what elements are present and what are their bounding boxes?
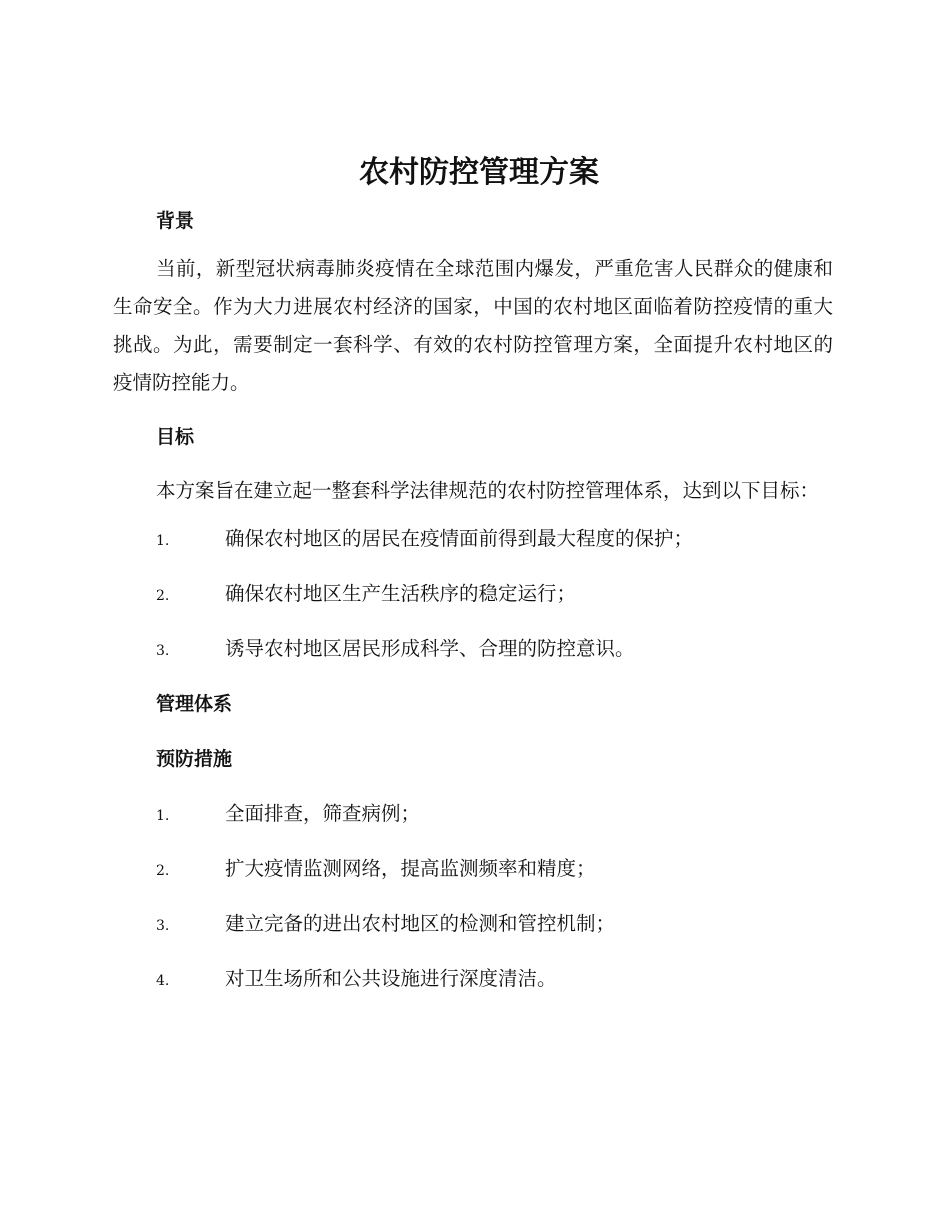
prevention-list <box>113 795 833 1015</box>
list-item-text: 全面排查，筛查病例； <box>225 802 421 825</box>
list-item <box>113 905 833 960</box>
list-item-text: 确保农村地区生产生活秩序的稳定运行； <box>225 582 577 605</box>
list-item <box>113 520 833 575</box>
paragraph-goals: 本方案旨在建立起一整套科学法律规范的农村防控管理体系，达到以下目标： <box>156 479 820 502</box>
paragraph-background: 当前，新型冠状病毒肺炎疫情在全球范围内爆发，严重危害人民群众的健康和生命安全。作为大力进展农村经济的国家，中国的农村地区面临着防控疫情的重大挑战。为此，需要制定一套科学、有效的农村防控管理方案，全面提升农村地区的疫情防控能力。 <box>113 257 833 394</box>
list-item-number: 2. <box>156 863 170 879</box>
section-heading-background: 背景 <box>156 210 195 232</box>
document-title: 农村防控管理方案 <box>359 155 599 190</box>
list-item-text: 诱导农村地区居民形成科学、合理的防控意识。 <box>225 637 635 660</box>
list-item-text: 建立完备的进出农村地区的检测和管控机制； <box>225 912 616 935</box>
document-content <box>113 148 833 1015</box>
list-item-text: 对卫生场所和公共设施进行深度清洁。 <box>225 967 557 990</box>
list-item <box>113 630 833 685</box>
section-heading-management: 管理体系 <box>156 693 233 715</box>
list-item-number: 1. <box>156 808 170 824</box>
list-item-text: 扩大疫情监测网络，提高监测频率和精度； <box>225 857 596 880</box>
list-item-number: 4. <box>156 973 170 989</box>
section-heading-prevention: 预防措施 <box>156 748 233 770</box>
section-heading-goals: 目标 <box>156 426 195 448</box>
goals-list <box>113 520 833 685</box>
list-item-number: 3. <box>156 643 170 659</box>
list-item <box>113 795 833 850</box>
list-item-number: 1. <box>156 533 170 549</box>
list-item <box>113 960 833 1015</box>
list-item-number: 3. <box>156 918 170 934</box>
list-item-text: 确保农村地区的居民在疫情面前得到最大程度的保护； <box>225 527 694 550</box>
list-item <box>113 850 833 905</box>
list-item-number: 2. <box>156 588 170 604</box>
list-item <box>113 575 833 630</box>
